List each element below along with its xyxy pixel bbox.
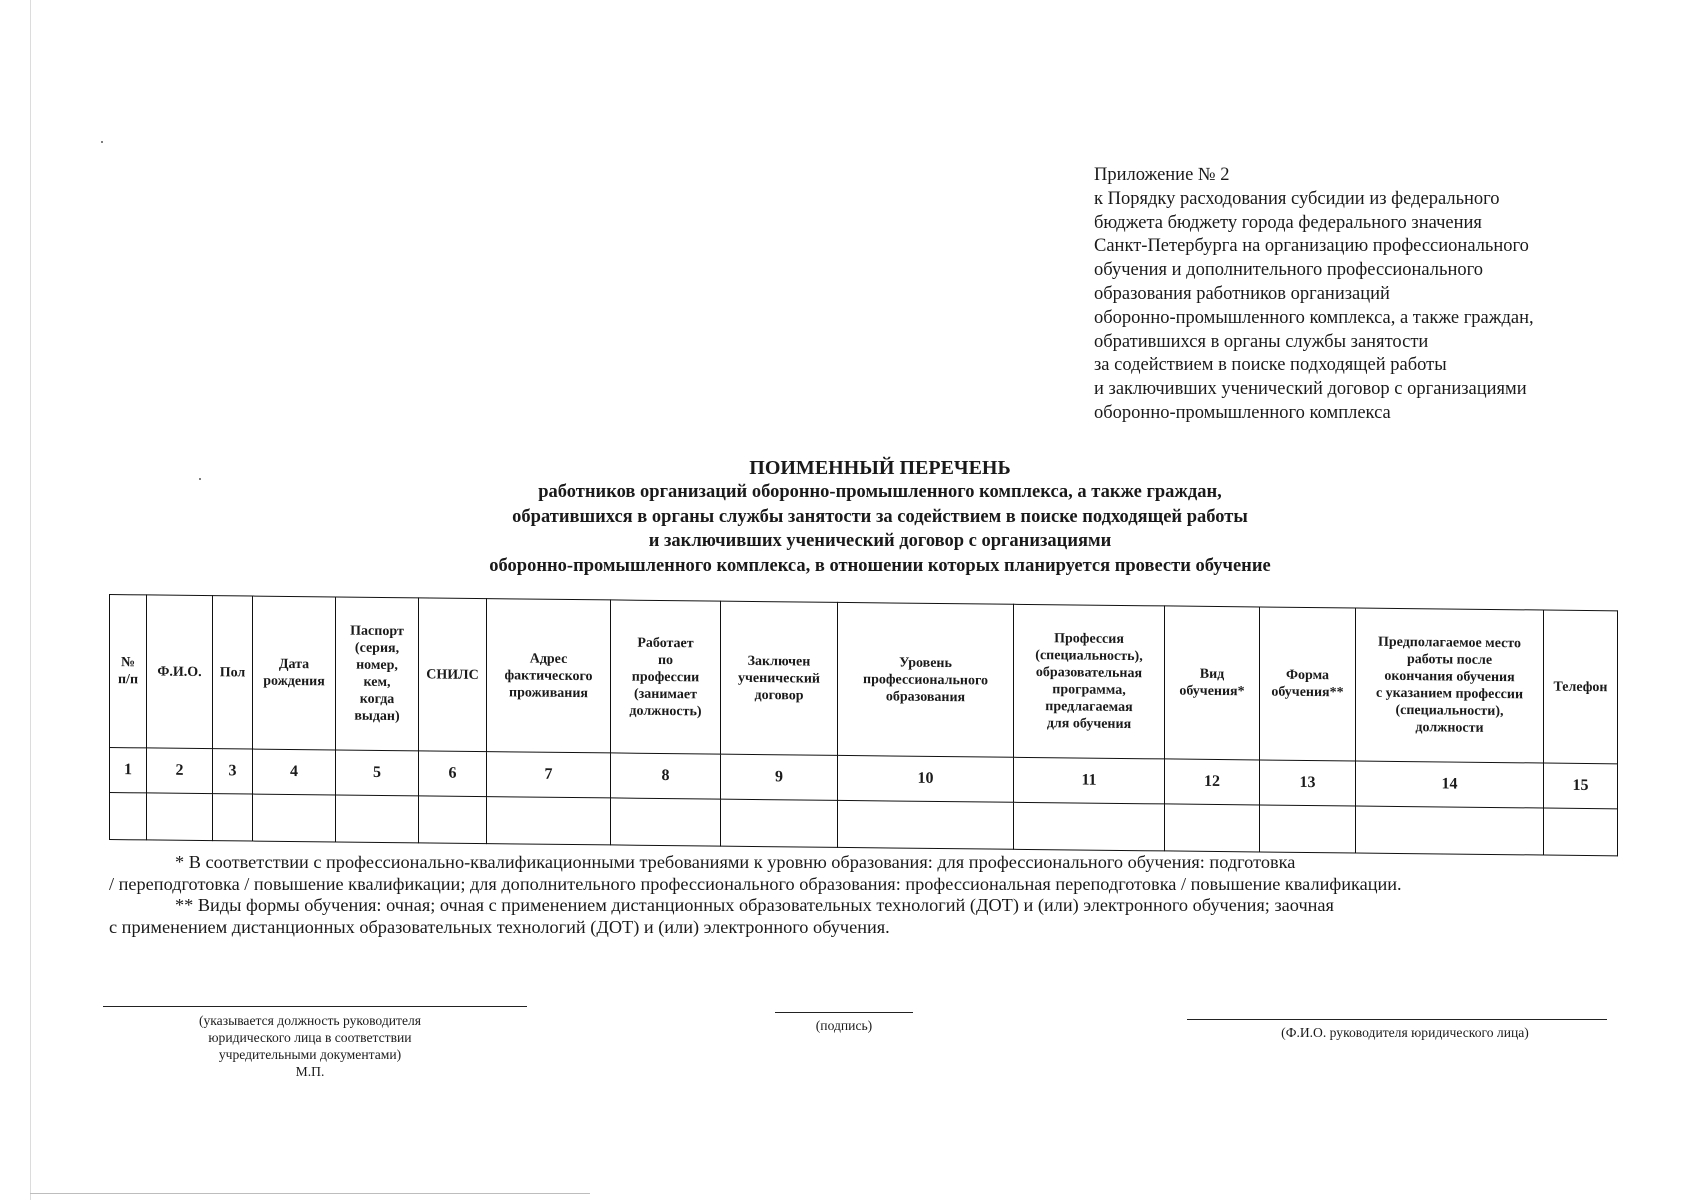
- name-caption: (Ф.И.О. руководителя юридического лица): [1281, 1025, 1529, 1040]
- column-header-text: Вид: [1199, 666, 1225, 683]
- scan-edge: [30, 1193, 590, 1194]
- column-header-text: Телефон: [1553, 679, 1608, 695]
- column-header-text: Паспорт: [350, 623, 404, 640]
- column-header-text: профессии: [631, 669, 700, 685]
- appendix-line: оборонно-промышленного комплекса, а также граждан,: [1094, 307, 1534, 328]
- column-header-text: фактического: [504, 667, 593, 684]
- column-header-text: №: [120, 655, 136, 671]
- column-header: [110, 595, 147, 748]
- table-cell: [336, 795, 419, 843]
- footnote-1-line: / переподготовка / повышение квалификации; для дополнительного профессионального образования: профессиональная переподготовка / повышение квалификации.: [109, 873, 1402, 894]
- column-header: [1165, 606, 1260, 760]
- title-sub-line: обратившихся в органы службы занятости за содействием в поиске подходящей работы: [512, 506, 1248, 527]
- appendix-line: оборонно-промышленного комплекса: [1094, 402, 1391, 423]
- table-cell: [419, 796, 487, 844]
- column-header-text: должность): [629, 703, 702, 719]
- table-cell: [721, 799, 838, 847]
- footnote-2-line: ** Виды формы обучения: очная; очная с применением дистанционных образовательных технологий (ДОТ) и (или) электронного обучения; заочная: [175, 895, 1334, 916]
- document-title: [300, 456, 1460, 578]
- column-header: [838, 602, 1014, 757]
- column-header: [1014, 604, 1165, 759]
- title-sub-line: работников организаций оборонно-промышленного комплекса, а также граждан,: [538, 482, 1222, 502]
- table-cell: [1014, 802, 1165, 851]
- position-caption-line: учредительными документами): [218, 1047, 402, 1062]
- name-signature-line: [1187, 1019, 1607, 1020]
- column-header-text: работы после: [1406, 652, 1493, 668]
- appendix-note: [1094, 164, 1654, 426]
- column-number: 15: [1544, 763, 1618, 809]
- column-header-text: выдан): [354, 708, 400, 725]
- column-number: 8: [611, 753, 721, 799]
- table-cell: [213, 794, 253, 841]
- title-sub-line: и заключивших ученический договор с организациями: [648, 531, 1112, 551]
- column-header-text: (занимает: [634, 686, 697, 702]
- column-number: 14: [1356, 761, 1544, 808]
- column-header-text: п/п: [117, 672, 139, 688]
- column-number: 1: [110, 748, 147, 793]
- column-number: 10: [838, 755, 1014, 802]
- column-header-text: Предполагаемое место: [1378, 634, 1521, 652]
- table-cell: [147, 793, 213, 841]
- appendix-line: обратившихся в органы службы занятости: [1094, 331, 1429, 352]
- column-header-text: Дата: [278, 656, 310, 673]
- column-header-text: ученический: [738, 670, 820, 687]
- column-header-text: программа,: [1052, 682, 1126, 699]
- column-header-text: Заключен: [747, 653, 811, 670]
- table-cell: [838, 800, 1014, 849]
- scan-speck: [199, 478, 201, 480]
- column-header-text: должности: [1415, 720, 1484, 736]
- appendix-line: за содействием в поиске подходящей работы: [1094, 355, 1447, 376]
- column-number: 2: [147, 748, 213, 794]
- position-caption-line: юридического лица в соответствии: [208, 1030, 412, 1045]
- column-header-text: (специальности),: [1395, 702, 1504, 720]
- column-header-text: (специальность),: [1035, 648, 1143, 665]
- scan-speck: [101, 141, 103, 143]
- column-header: [336, 597, 419, 751]
- column-header: [253, 596, 336, 750]
- column-header-text: Адрес: [529, 651, 568, 667]
- appendix-line: и заключивших ученический договор с организациями: [1094, 379, 1527, 400]
- table-cell: [611, 798, 721, 846]
- column-number: 13: [1260, 760, 1356, 806]
- appendix-line: Санкт-Петербурга на организацию профессионального: [1094, 236, 1529, 257]
- column-number: 5: [336, 750, 419, 796]
- column-number: 12: [1165, 759, 1260, 805]
- column-header-text: рождения: [263, 673, 325, 690]
- column-header-text: Форма: [1285, 667, 1330, 684]
- table-cell: [1356, 806, 1544, 855]
- column-header-text: номер,: [356, 657, 398, 674]
- column-header-text: Уровень: [899, 655, 952, 671]
- appendix-line: образования работников организаций: [1094, 283, 1390, 304]
- column-header-text: Профессия: [1054, 631, 1124, 647]
- column-number: 7: [487, 752, 611, 798]
- table-cell: [110, 793, 147, 840]
- column-header-text: по: [657, 652, 674, 668]
- column-header-text: проживания: [509, 684, 588, 701]
- column-header: [419, 598, 487, 752]
- table-cell: [1260, 805, 1356, 853]
- column-number: 11: [1014, 757, 1165, 804]
- title-main: ПОИМЕННЫЙ ПЕРЕЧЕНЬ: [749, 457, 1011, 479]
- stamp-place-label: М.П.: [295, 1064, 325, 1079]
- column-header-text: когда: [359, 691, 395, 708]
- appendix-line: обучения и дополнительного профессионального: [1094, 260, 1484, 281]
- column-header: [1260, 607, 1356, 761]
- signature-caption: (подпись): [815, 1018, 873, 1033]
- position-caption: [160, 1012, 460, 1080]
- column-header: [1356, 608, 1544, 763]
- position-signature-line: [103, 1006, 527, 1007]
- scan-edge: [30, 0, 31, 1200]
- table-cell: [487, 797, 611, 845]
- column-header-text: СНИЛС: [426, 666, 479, 683]
- column-header-text: (серия,: [354, 640, 400, 657]
- footnote-1-line: * В соответствии с профессионально-квалификационными требованиями к уровню образования: для профессионального обучения: подготовка: [175, 852, 1296, 872]
- column-header-text: Ф.И.О.: [157, 664, 202, 680]
- column-header-text: Работает: [637, 635, 694, 651]
- footnotes: [109, 852, 1643, 938]
- column-header-text: предлагаемая: [1045, 699, 1133, 716]
- employee-list-table: [109, 594, 1618, 856]
- column-header-text: договор: [754, 687, 804, 704]
- column-header-text: обучения*: [1179, 683, 1245, 700]
- column-number: 9: [721, 754, 838, 800]
- column-header-text: профессионального: [863, 671, 988, 689]
- column-header-text: образования: [885, 688, 966, 705]
- column-header-text: окончания обучения: [1384, 668, 1515, 686]
- position-caption-line: (указывается должность руководителя: [198, 1013, 422, 1028]
- appendix-line: к Порядку расходования субсидии из федерального: [1094, 188, 1500, 209]
- appendix-line: бюджета бюджету города федерального значения: [1094, 212, 1482, 233]
- column-header-text: обучения**: [1271, 684, 1344, 701]
- column-header: [487, 599, 611, 753]
- appendix-line: Приложение № 2: [1094, 165, 1230, 185]
- table-cell: [1544, 808, 1618, 856]
- column-header-text: образовательная: [1035, 665, 1143, 682]
- column-header: [147, 595, 213, 749]
- column-number: 3: [213, 749, 253, 794]
- column-header-text: с указанием профессии: [1375, 685, 1524, 703]
- table-cell: [1165, 804, 1260, 852]
- column-number: 6: [419, 751, 487, 797]
- table-cell: [253, 794, 336, 842]
- column-header-text: кем,: [363, 674, 391, 691]
- column-header-text: для обучения: [1046, 716, 1132, 733]
- signature-line: [775, 1012, 913, 1013]
- column-number: 4: [253, 749, 336, 795]
- column-header: [213, 596, 253, 749]
- column-header: [611, 600, 721, 754]
- table-header-row: [110, 595, 1618, 764]
- footnote-2-line: с применением дистанционных образовательных технологий (ДОТ) и (или) электронного обучения.: [109, 916, 890, 937]
- column-header-text: Пол: [219, 664, 246, 680]
- title-sub-line: оборонно-промышленного комплекса, в отношении которых планируется провести обучение: [489, 555, 1271, 576]
- column-header: [1544, 610, 1618, 764]
- column-header: [721, 601, 838, 755]
